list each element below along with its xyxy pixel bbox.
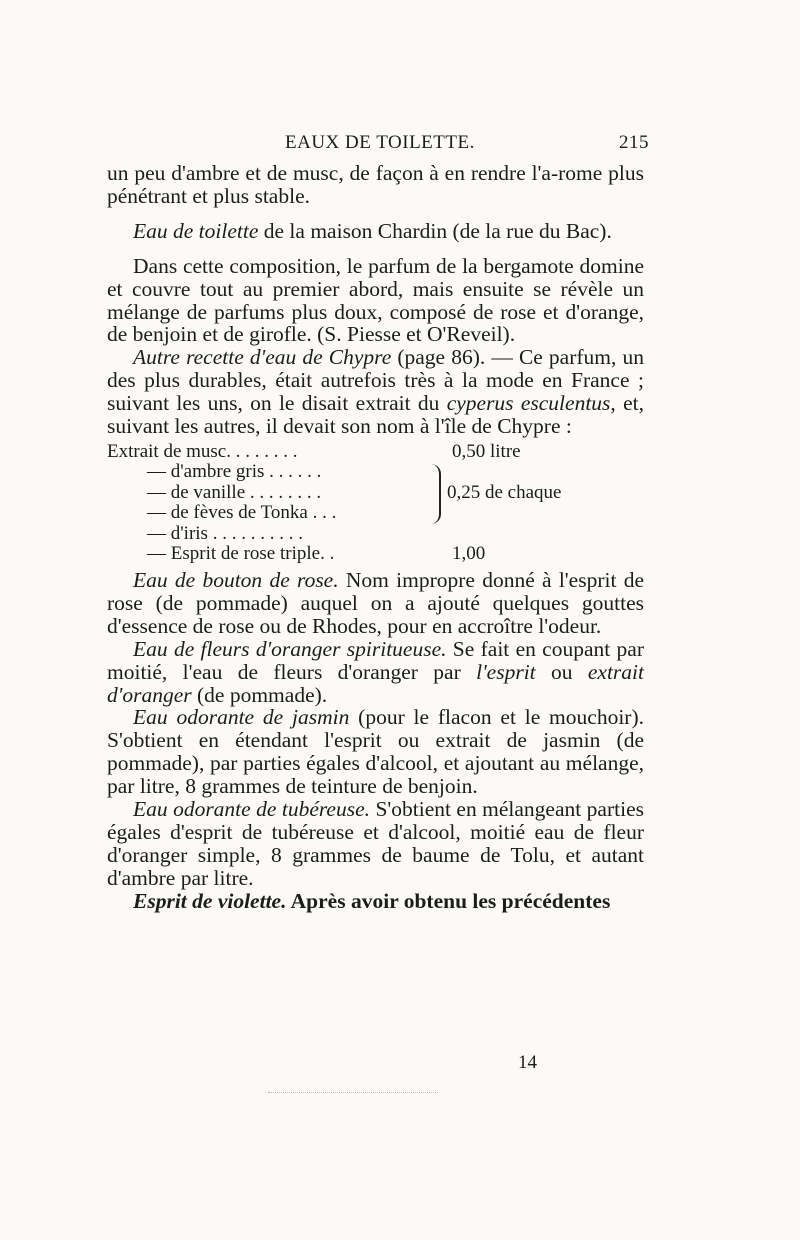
entry-text: de la maison Chardin (de la rue du Bac). [258, 218, 612, 243]
paragraph-continuation: un peu d'ambre et de musc, de façon à en rendre l'a-rome plus pénétrant et plus stable. [107, 161, 644, 208]
print-smudge [268, 1092, 438, 1099]
ingredient-name: — d'iris . . . . . . . . . . [147, 522, 303, 544]
paragraph-eau-de-toilette [107, 220, 644, 243]
entry-text: Après avoir obtenu les précédentes [286, 888, 611, 913]
entry-italic: extrait d'oranger [107, 659, 644, 707]
page-number: 215 [619, 132, 649, 153]
grouping-brace [429, 464, 441, 524]
entry-title: Eau de fleurs d'oranger spiritueuse. [133, 636, 447, 661]
paragraph-jasmin [107, 706, 644, 798]
entry-title: Eau odorante de tubéreuse. [133, 797, 371, 822]
paragraph-bouton-de-rose [107, 569, 644, 638]
ingredient-name: — de fèves de Tonka . . . [147, 502, 337, 524]
entry-text: (page 86). — Ce parfum, un des plus durables, était autrefois très à la mode en France ; suivant les uns, on le disait extrait du [107, 345, 644, 416]
entry-text: ou [535, 659, 588, 684]
entry-text: (de pommade). [191, 682, 328, 707]
paragraph-violette [107, 890, 644, 913]
signature-mark: 14 [518, 1052, 537, 1073]
entry-text: (pour le flacon et le mouchoir). S'obtient en étendant l'esprit ou extrait de jasmin (de pommade), par parties égales d'alcool, et ajoutant au mélange, par litre, 8 grammes de teinture de benjoin. [107, 705, 644, 799]
paragraph-tubereuse [107, 798, 644, 890]
page-header [107, 120, 649, 153]
paragraph-composition: Dans cette composition, le parfum de la bergamote domine et couvre tout au premier abord, mais ensuite se révèle un mélange de parfums plus doux, composé de rose et d'orange, de benjoin et de girofle. (S. Piesse et O'Reveil). [107, 253, 644, 347]
book-page [107, 120, 649, 913]
entry-title: Autre recette d'eau de Chypre [133, 345, 392, 370]
ingredient-name: — d'ambre gris . . . . . . [147, 461, 322, 483]
body-text [107, 162, 644, 913]
recipe-row [107, 440, 521, 463]
ingredient-name: — de vanille . . . . . . . . [147, 481, 322, 503]
recipe-table [107, 442, 644, 565]
ingredient-name: Extrait de musc. . . . . . . . [107, 440, 298, 462]
ingredient-quantity: 0,50 litre [452, 440, 521, 462]
entry-text: Nom impropre donné à l'esprit de rose (de pommade) auquel on a ajouté quelques gouttes d'essence de rose ou de Rhodes, pour en accroître l'odeur. [107, 567, 644, 638]
paragraph-fleurs-oranger [107, 638, 644, 707]
entry-title: Eau odorante de jasmin [133, 705, 350, 730]
recipe-row [147, 524, 487, 545]
entry-italic: cyperus esculentus [446, 391, 611, 416]
paragraph-chypre [107, 346, 644, 438]
running-title: EAUX DE TOILETTE. [285, 132, 475, 153]
entry-italic: l'esprit [476, 659, 536, 684]
recipe-row [147, 544, 487, 565]
entry-text: Se fait en coupant par moitié, l'eau de fleurs d'oranger par [107, 636, 644, 684]
entry-text: , et, suivant les autres, il devait son nom à l'île de Chypre : [107, 391, 644, 439]
entry-title: Esprit de violette. [133, 888, 287, 913]
entry-title: Eau de bouton de rose. [133, 567, 339, 592]
ingredient-quantity: 1,00 [452, 543, 486, 565]
group-quantity: 0,25 de chaque [447, 481, 562, 503]
entry-text: S'obtient en mélangeant parties égales d'esprit de tubéreuse et d'alcool, moitié eau de fleur d'oranger simple, 8 grammes de baume de Tolu, et autant d'ambre par litre. [107, 797, 644, 890]
entry-title: Eau de toilette [133, 218, 259, 243]
ingredient-name: — Esprit de rose triple. . [147, 543, 335, 565]
